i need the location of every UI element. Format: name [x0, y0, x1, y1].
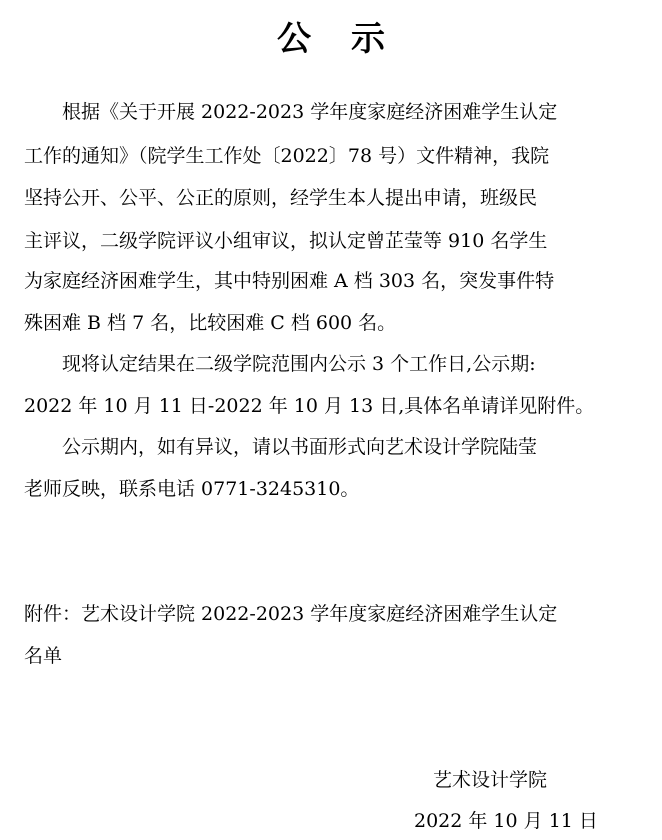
paragraph-1-line-4: 主评议，二级学院评议小组审议，拟认定曾芷莹等 910 名学生	[24, 230, 548, 252]
paragraph-1-line-1: 根据《关于开展 2022-2023 学年度家庭经济困难学生认定	[62, 101, 558, 123]
notice-title-char-2: 示	[351, 19, 385, 59]
paragraph-1-line-5: 为家庭经济困难学生，其中特别困难 A 档 303 名，突发事件特	[24, 270, 555, 292]
notice-title	[0, 14, 662, 64]
attachment-line-1: 附件：艺术设计学院 2022-2023 学年度家庭经济困难学生认定	[24, 603, 558, 625]
signature-organization: 艺术设计学院	[433, 769, 548, 791]
paragraph-1-line-6: 殊困难 B 档 7 名，比较困难 C 档 600 名。	[24, 312, 397, 334]
paragraph-3-line-2: 老师反映，联系电话 0771-3245310。	[24, 478, 360, 500]
paragraph-1-line-3: 坚持公开、公平、公正的原则，经学生本人提出申请，班级民	[24, 187, 538, 209]
signature-date: 2022 年 10 月 11 日	[414, 810, 598, 832]
paragraph-1-line-2: 工作的通知》（院学生工作处〔2022〕78 号）文件精神，我院	[24, 145, 550, 167]
paragraph-3-line-1: 公示期内，如有异议，请以书面形式向艺术设计学院陆莹	[62, 436, 538, 458]
paragraph-2-line-2: 2022 年 10 月 11 日-2022 年 10 月 13 日,具体名单请详见附件。	[24, 395, 595, 417]
notice-title-char-1: 公	[277, 19, 311, 59]
paragraph-2-line-1: 现将认定结果在二级学院范围内公示 3 个工作日,公示期:	[62, 353, 536, 375]
attachment-line-2: 名单	[24, 645, 63, 667]
